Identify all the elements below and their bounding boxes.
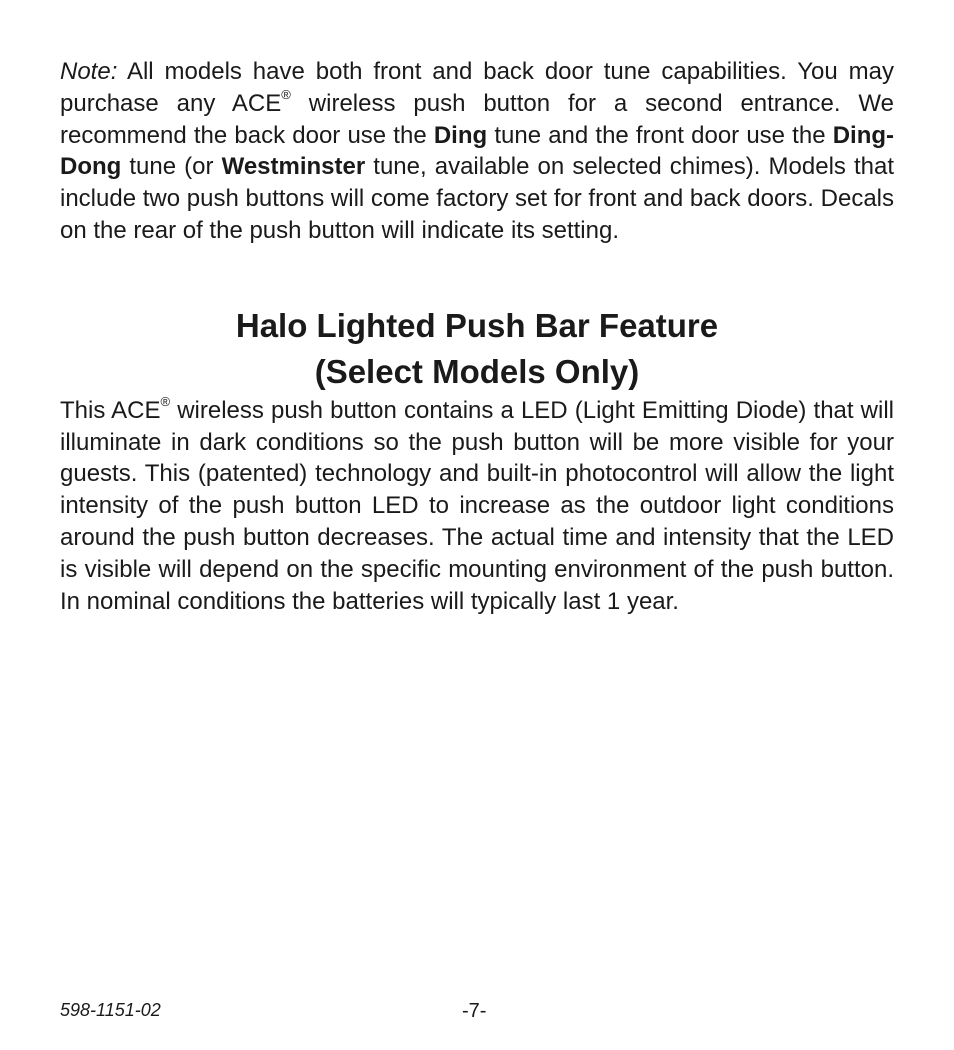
note-text-2: wireless push button for a second entrance. We recommend the back door use the <box>60 89 894 149</box>
note-text-3: tune and the front door use the <box>487 121 833 149</box>
note-text-5: tune, available on selected chimes). Models that include two push buttons will come factory set for front and back doors. Decals on the rear of the push button will indicate its setting. <box>60 153 895 244</box>
westminster-tune-name: Westminster <box>221 153 366 181</box>
note-text-4: tune (or <box>121 153 222 181</box>
manual-page <box>60 56 894 617</box>
feature-text-2: wireless push button contains a LED (Light Emitting Diode) that will illuminate in dark conditions so the push button will be more visible for your guests. This (patented) technology and built-in photocontrol will allow the light intensity of the push button LED to increase as the outdoor light conditions around the push button decreases. The actual time and intensity that the LED is visible will depend on the specific mounting environment of the push button. In nominal conditions the batteries will typically last 1 year. <box>60 396 895 615</box>
feature-paragraph <box>60 395 894 618</box>
ding-dong-tune-name: Ding-Dong <box>60 121 895 181</box>
page-number: -7- <box>462 1000 487 1022</box>
note-label: Note: <box>60 58 118 85</box>
note-text-1: All models have both front and back door tune capabilities. You may purchase any ACE <box>60 58 894 117</box>
section-heading-line-1: Halo Lighted Push Bar Feature <box>235 306 719 344</box>
section-heading <box>60 303 894 395</box>
registered-mark: ® <box>160 393 171 409</box>
note-paragraph <box>60 56 894 247</box>
feature-text-1: This ACE <box>60 396 161 424</box>
document-code: 598-1151-02 <box>60 1000 161 1020</box>
section-heading-line-2: (Select Models Only) <box>314 352 640 390</box>
registered-mark: ® <box>281 86 291 102</box>
ding-tune-name: Ding <box>433 121 488 149</box>
